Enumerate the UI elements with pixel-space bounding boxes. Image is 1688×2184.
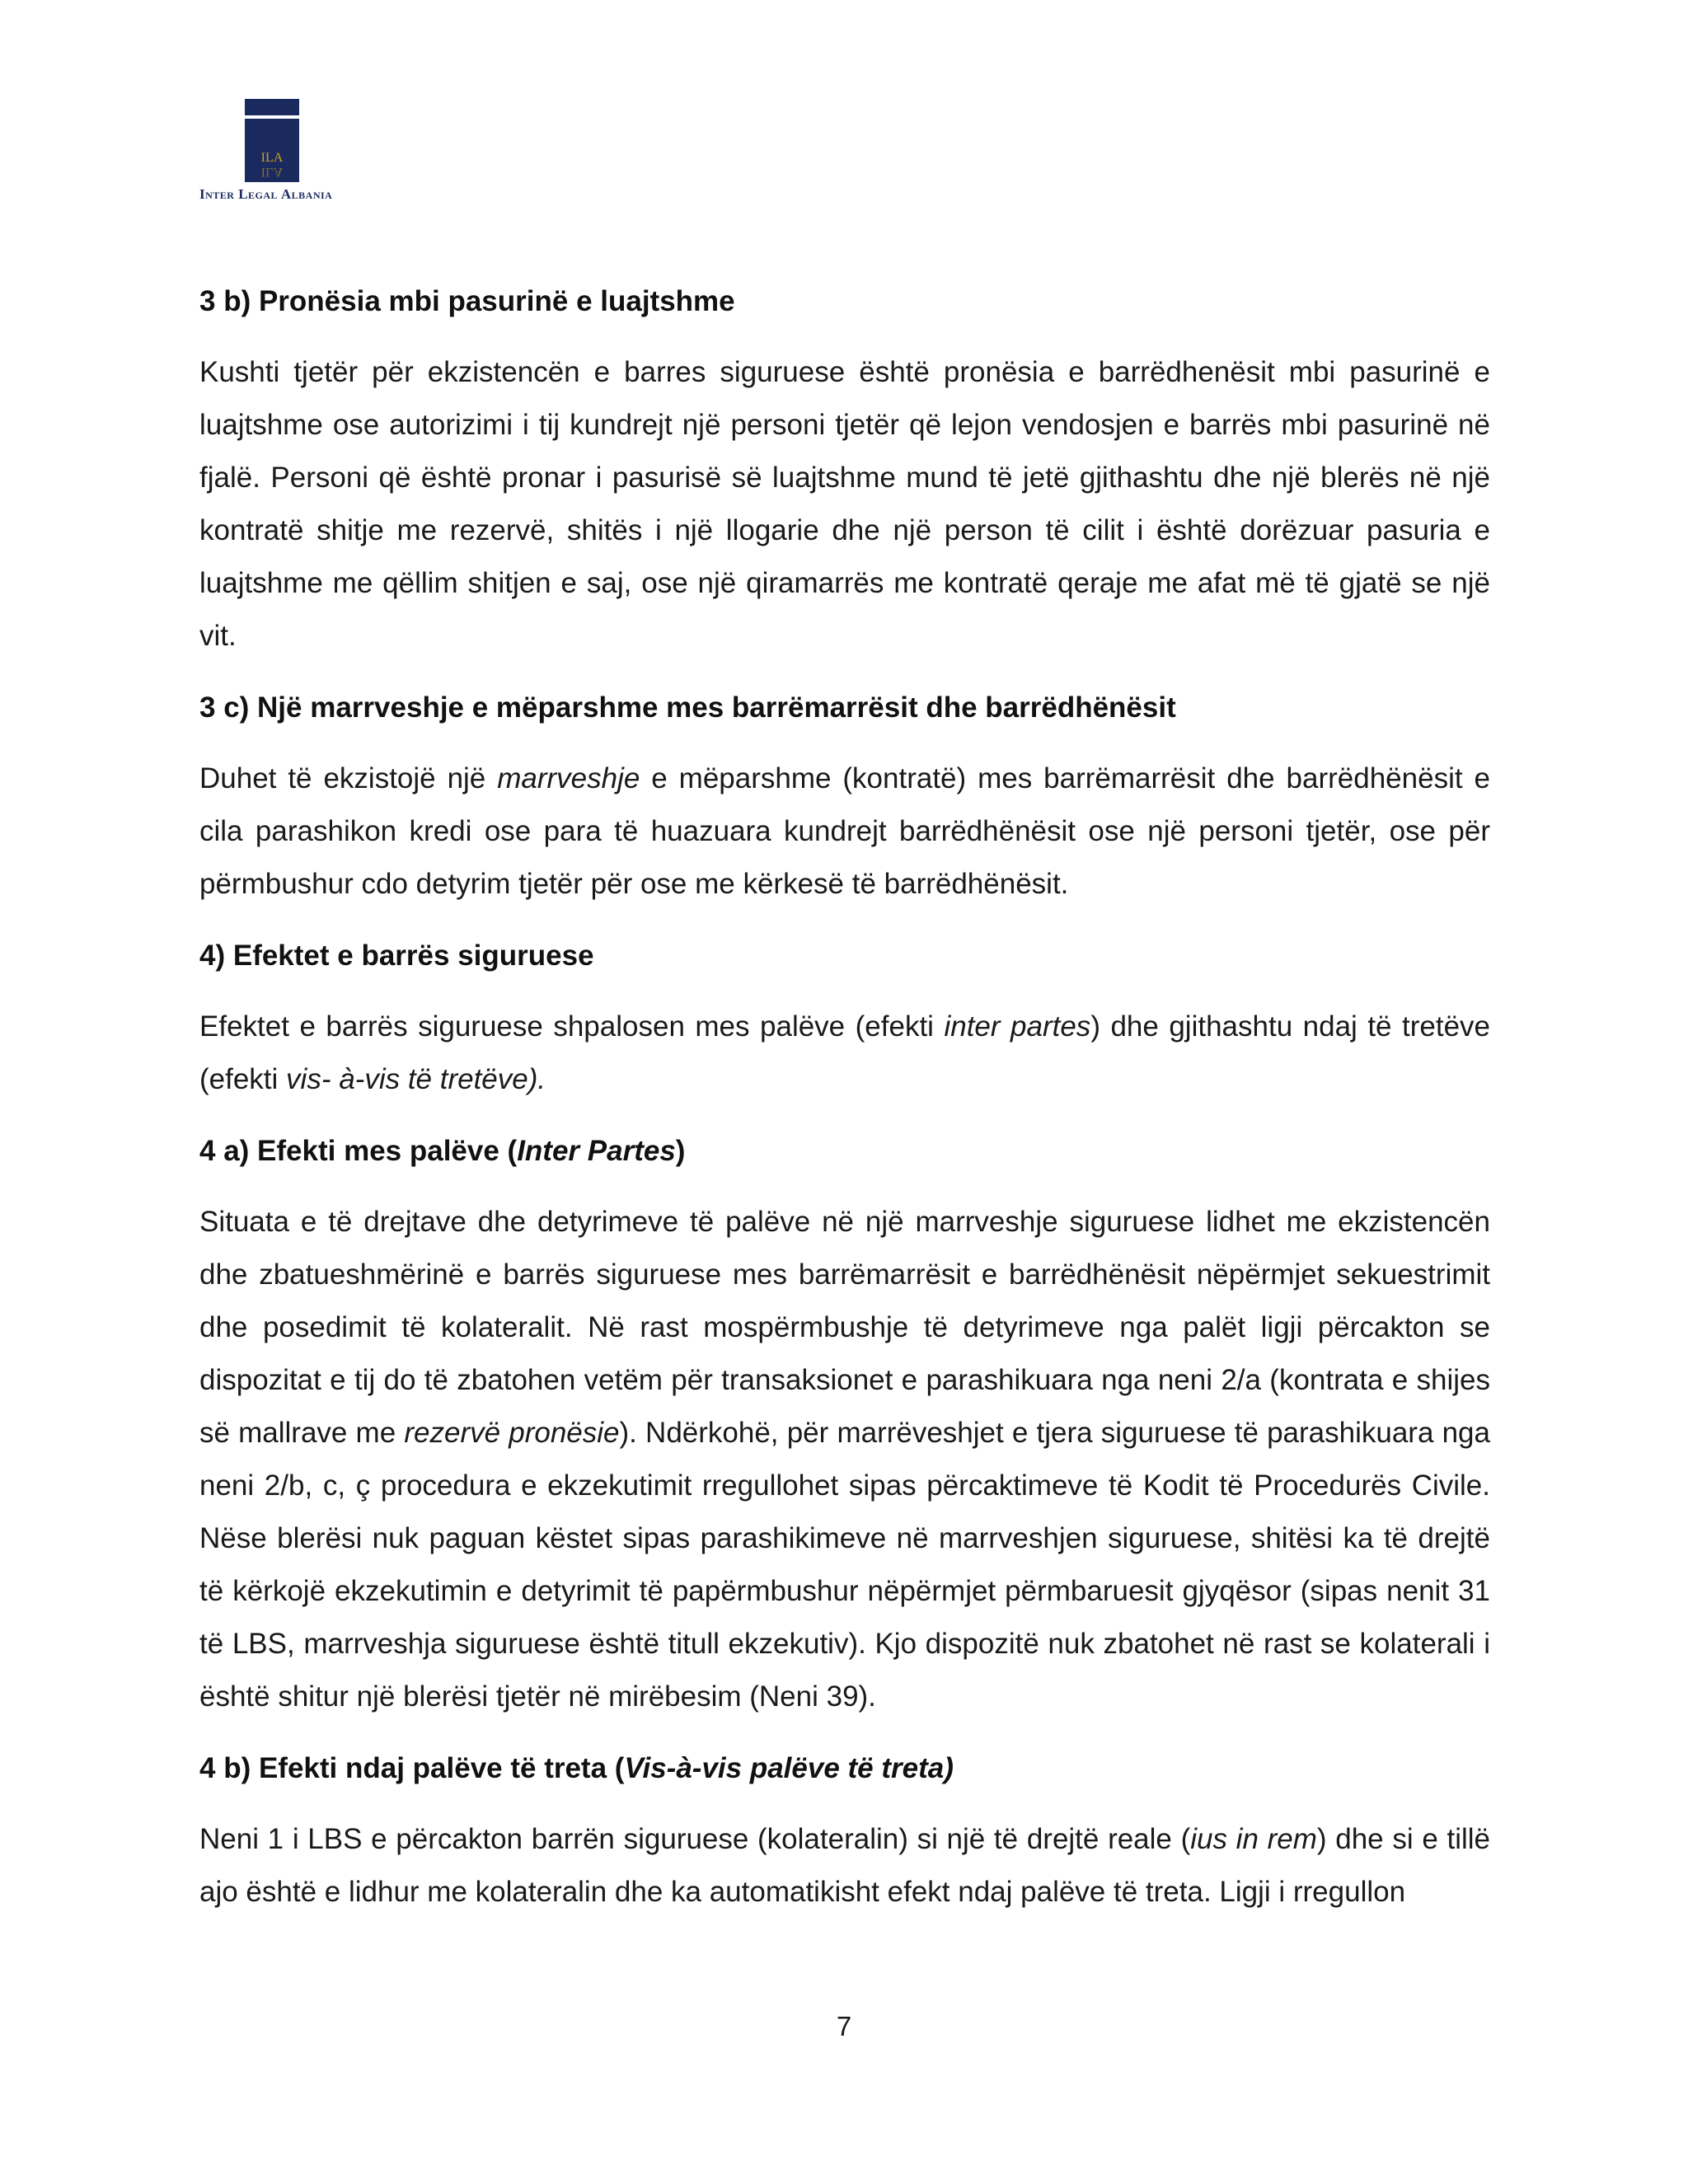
document-body [199,279,1490,1919]
section-heading-4b: 4 b) Efekti ndaj palëve të treta (Vis-à-vis palëve të treta) [199,1752,954,1784]
logo-bar [245,115,299,119]
section-paragraph-4b: Neni 1 i LBS e përcakton barrën siguruese (kolateralin) si një të drejtë reale (ius in rem) dhe si e tillë ajo është e lidhur me kolateralin dhe ka automatikisht efekt ndaj palëve të treta. Ligji i rregullon [199,1823,1490,1908]
logo-letters: ILA [260,151,284,165]
logo-mark [245,99,299,182]
section-paragraph-4: Efektet e barrës siguruese shpalosen mes palëve (efekti inter partes) dhe gjithashtu ndaj të tretëve (efekti vis- à-vis të tretëve). [199,1010,1491,1095]
section-heading-4a: 4 a) Efekti mes palëve (Inter Partes) [199,1135,686,1167]
section-paragraph-4a: Situata e të drejtave dhe detyrimeve të palëve në një marrveshje siguruese lidhet me ekzistencën dhe zbatueshmërinë e barrës siguruese mes barrëmarrësit e barrëdhënësit nëpërmjet sekuestrimit dhe posedimit të kolateralit. Në rast mospërmbushje të detyrimeve nga palët ligji përcakton se dispozitat e tij do të zbatohen vetëm për transaksionet e parashikuara nga neni 2/a (kontrata e shijes së mallrave me rezervë pronësie). Ndërkohë, për marrëveshjet e tjera siguruese të parashikuara nga neni 2/b, c, ç procedura e ekzekutimit rregullohet sipas përcaktimeve të Kodit të Procedurës Civile. Nëse blerësi nuk paguan këstet sipas parashikimeve në marrveshjen siguruese, shitësi ka të drejtë të kërkojë ekzekutimin e detyrimit të papërmbushur nëpërmjet përmbaruesit gjyqësor (sipas nenit 31 të LBS, marrveshja siguruese është titull ekzekutiv). Kjo dispozitë nuk zbatohet në rast se kolaterali i është shitur një blerësi tjetër në mirëbesim (Neni 39). [199,1206,1490,1713]
section-heading-3c: 3 c) Një marrveshje e mëparshme mes barrëmarrësit dhe barrëdhënësit [199,691,1176,724]
section-paragraph-3b: Kushti tjetër për ekzistencën e barres siguruese është pronësia e barrëdhenësit mbi pasurinë e luajtshme ose autorizimi i tij kundrejt një personi tjetër që lejon vendosjen e barrës mbi pasurinë në fjalë. Personi që është pronar i pasurisë së luajtshme mund të jetë gjithashtu dhe një blerës në një kontratë shitje me rezervë, shitës i një llogarie dhe një person të cilit i është dorëzuar pasuria e luajtshme me qëllim shitjen e saj, ose një qiramarrës me kontratë qeraje me afat më të gjatë se një vit. [199,356,1490,652]
section-heading-3b: 3 b) Pronësia mbi pasurinë e luajtshme [199,285,735,317]
logo-name: Inter Legal Albania [199,186,333,202]
section-heading-4: 4) Efektet e barrës siguruese [199,940,594,972]
page-number: 7 [836,2011,852,2041]
logo-letters-reflection: ILA [260,165,284,179]
section-paragraph-3c: Duhet të ekzistojë një marrveshje e mëparshme (kontratë) mes barrëmarrësit dhe barrëdhënësit e cila parashikon kredi ose para të huazuara kundrejt barrëdhënësit ose një personi tjetër, ose për përmbushur cdo detyrim tjetër për ose me kërkesë të barrëdhënësit. [199,762,1490,900]
